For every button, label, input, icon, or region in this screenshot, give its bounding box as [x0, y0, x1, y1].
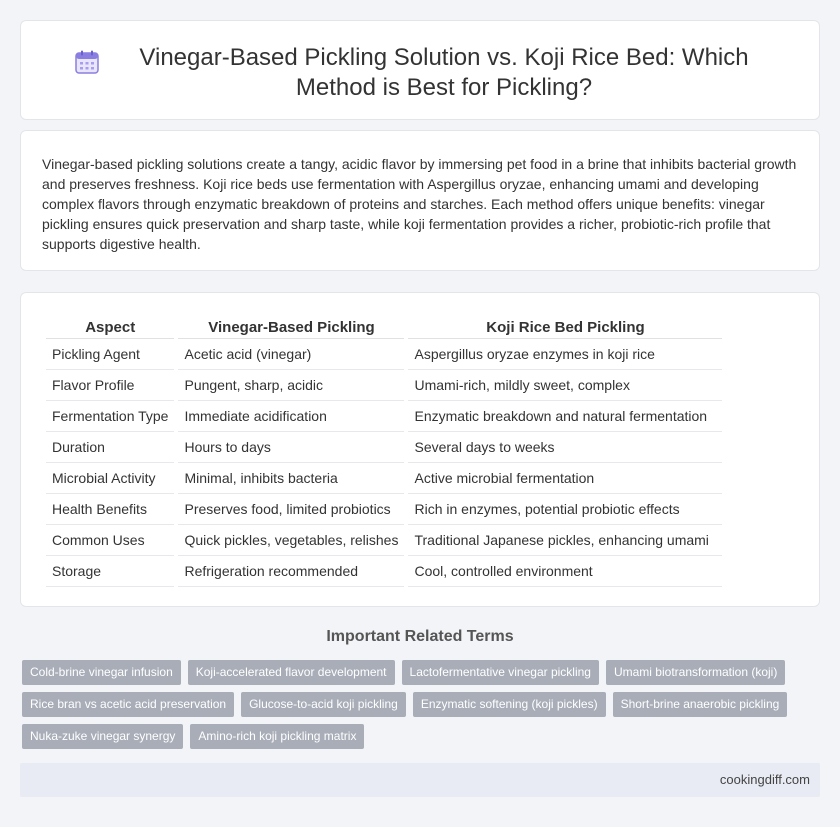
- table-cell-vinegar: Pungent, sharp, acidic: [178, 370, 404, 401]
- table-cell-vinegar: Minimal, inhibits bacteria: [178, 463, 404, 494]
- footer-bar: [20, 763, 820, 797]
- table-cell-vinegar: Immediate acidification: [178, 401, 404, 432]
- table-cell-aspect: Common Uses: [46, 525, 174, 556]
- table-row: [46, 463, 722, 494]
- table-header-row: [46, 316, 722, 339]
- table-cell-koji: Aspergillus oryzae enzymes in koji rice: [408, 339, 722, 370]
- intro-card: [20, 130, 820, 271]
- related-term-tag[interactable]: Umami biotransformation (koji): [606, 660, 785, 685]
- table-cell-aspect: Storage: [46, 556, 174, 587]
- comparison-table: [42, 316, 726, 587]
- table-cell-koji: Umami-rich, mildly sweet, complex: [408, 370, 722, 401]
- table-cell-koji: Several days to weeks: [408, 432, 722, 463]
- table-cell-koji: Enzymatic breakdown and natural fermentation: [408, 401, 722, 432]
- table-row: [46, 432, 722, 463]
- related-term-tag[interactable]: Short-brine anaerobic pickling: [613, 692, 788, 717]
- intro-paragraph: Vinegar-based pickling solutions create a tangy, acidic flavor by immersing pet food in a brine that inhibits bacterial growth and preserves freshness. Koji rice beds use fermentation with Aspergillus oryzae, enhancing umami and developing complex flavors through enzymatic breakdown of proteins and starches. Each method offers unique benefits: vinegar pickling ensures quick preservation and sharp taste, while koji fermentation provides a richer, probiotic-rich profile that supports digestive health.: [42, 156, 797, 252]
- related-term-tag[interactable]: Koji-accelerated flavor development: [188, 660, 395, 685]
- related-terms-list: [22, 660, 812, 749]
- table-row: [46, 370, 722, 401]
- related-terms-heading: Important Related Terms: [326, 628, 514, 645]
- table-cell-vinegar: Hours to days: [178, 432, 404, 463]
- table-row: [46, 525, 722, 556]
- calendar-icon: [74, 49, 100, 75]
- related-term-tag[interactable]: Amino-rich koji pickling matrix: [190, 724, 364, 749]
- related-term-tag[interactable]: Rice bran vs acetic acid preservation: [22, 692, 234, 717]
- related-term-tag[interactable]: Enzymatic softening (koji pickles): [413, 692, 606, 717]
- column-header-koji: Koji Rice Bed Pickling: [408, 316, 722, 339]
- table-cell-vinegar: Quick pickles, vegetables, relishes: [178, 525, 404, 556]
- related-term-tag[interactable]: Lactofermentative vinegar pickling: [402, 660, 599, 685]
- table-cell-aspect: Flavor Profile: [46, 370, 174, 401]
- table-row: [46, 339, 722, 370]
- related-term-tag[interactable]: Nuka-zuke vinegar synergy: [22, 724, 183, 749]
- table-row: [46, 401, 722, 432]
- related-term-tag[interactable]: Cold-brine vinegar infusion: [22, 660, 181, 685]
- related-term-tag[interactable]: Glucose-to-acid koji pickling: [241, 692, 406, 717]
- comparison-table-card: [20, 292, 820, 607]
- table-cell-aspect: Microbial Activity: [46, 463, 174, 494]
- header-card: [20, 20, 820, 120]
- table-cell-aspect: Pickling Agent: [46, 339, 174, 370]
- table-cell-vinegar: Acetic acid (vinegar): [178, 339, 404, 370]
- table-cell-aspect: Duration: [46, 432, 174, 463]
- column-header-aspect: Aspect: [46, 316, 174, 339]
- page-title: Vinegar-Based Pickling Solution vs. Koji Rice Bed: Which Method is Best for Pickling?: [139, 44, 749, 101]
- table-row: [46, 556, 722, 587]
- column-header-vinegar: Vinegar-Based Pickling: [178, 316, 404, 339]
- table-cell-vinegar: Preserves food, limited probiotics: [178, 494, 404, 525]
- table-cell-koji: Rich in enzymes, potential probiotic effects: [408, 494, 722, 525]
- table-cell-vinegar: Refrigeration recommended: [178, 556, 404, 587]
- footer-site-link[interactable]: cookingdiff.com: [719, 772, 810, 787]
- table-cell-koji: Traditional Japanese pickles, enhancing umami: [408, 525, 722, 556]
- table-row: [46, 494, 722, 525]
- table-cell-aspect: Fermentation Type: [46, 401, 174, 432]
- table-cell-koji: Active microbial fermentation: [408, 463, 722, 494]
- table-cell-aspect: Health Benefits: [46, 494, 174, 525]
- table-cell-koji: Cool, controlled environment: [408, 556, 722, 587]
